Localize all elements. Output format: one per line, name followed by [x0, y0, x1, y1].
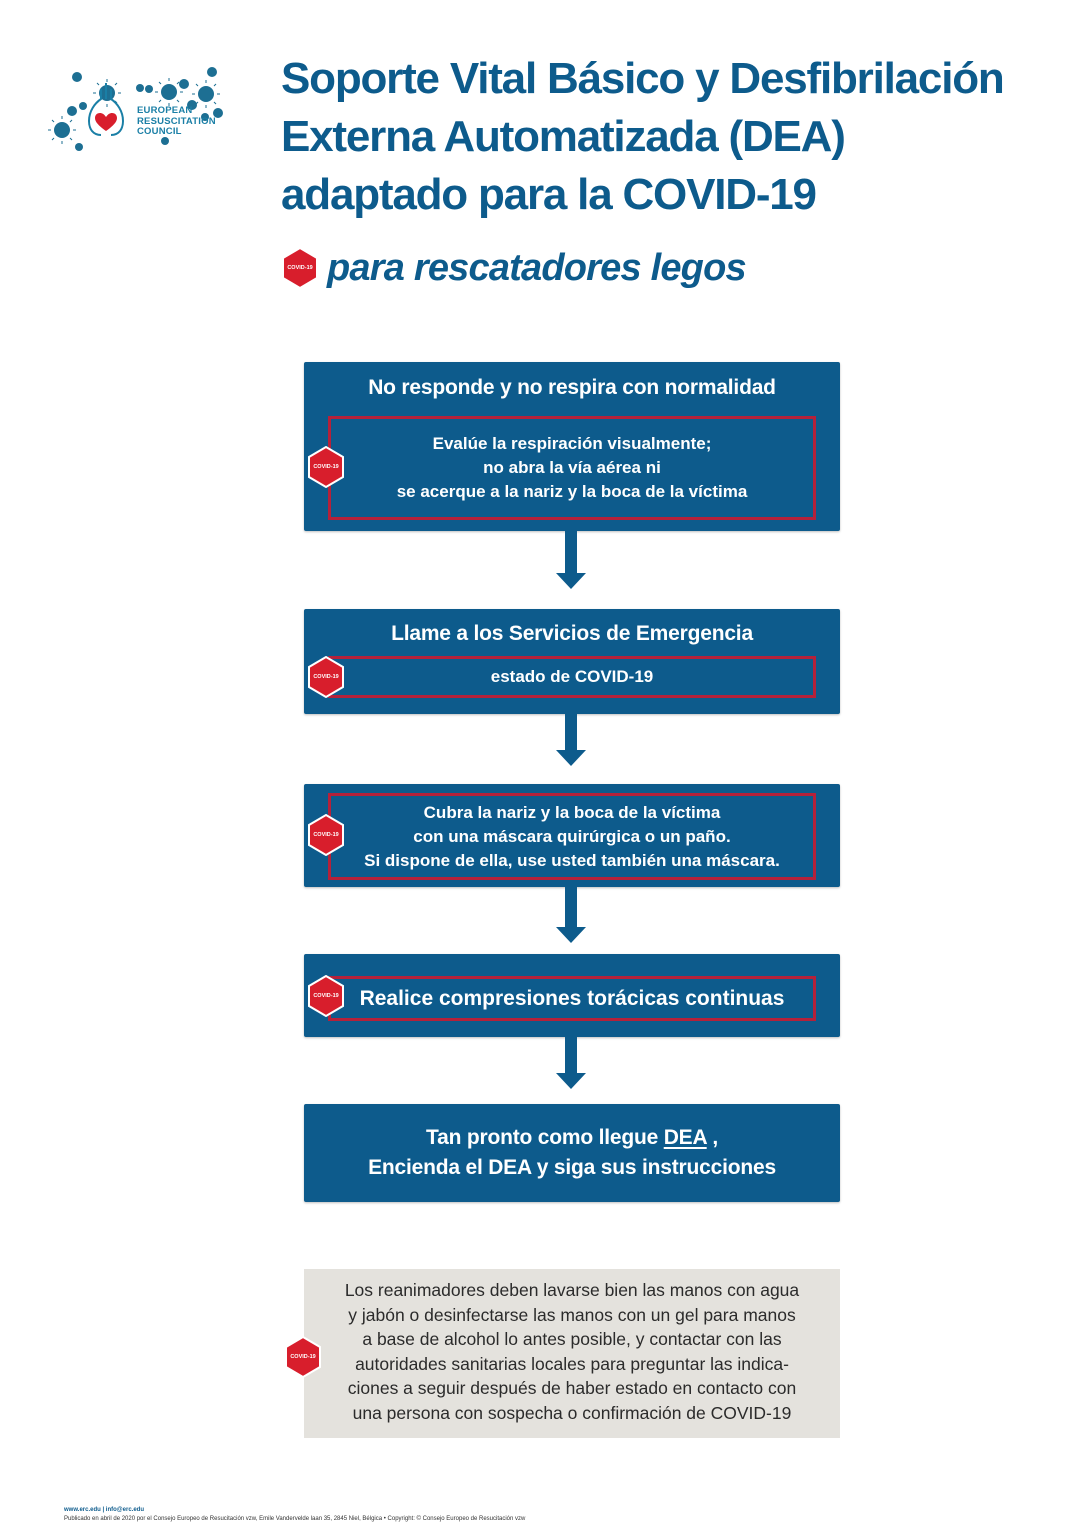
- step-5-suffix: ,: [706, 1126, 718, 1149]
- arrow-down-icon: [556, 1037, 586, 1089]
- step-5-line-1: [368, 1123, 776, 1153]
- title-line-3: adaptado para la COVID-19: [281, 170, 816, 219]
- step-5-box: [304, 1104, 840, 1202]
- step-1-line-3: se acerque a la nariz y la boca de la víctima: [396, 482, 748, 501]
- logo-text: [137, 106, 216, 138]
- arrow-down-icon: [556, 531, 586, 589]
- note-line-6: una persona con sospecha o confirmación de COVID-19: [352, 1402, 792, 1423]
- covid-badge-icon: COVID-19: [307, 814, 345, 856]
- covid-badge-icon: COVID-19: [307, 975, 345, 1017]
- step-5-prefix: Tan pronto como llegue: [426, 1126, 664, 1149]
- step-1-line-2: no abra la vía aérea ni: [483, 458, 661, 477]
- step-3-covid-text: [364, 801, 780, 873]
- step-1-title: No responde y no respira con normalidad: [368, 376, 776, 399]
- note-line-4: autoridades sanitarias locales para preguntar las indica-: [355, 1353, 789, 1374]
- step-2-box: [304, 609, 840, 714]
- footer: [64, 1506, 525, 1524]
- step-4-covid-text: Realice compresiones torácicas continuas: [359, 986, 785, 1010]
- step-3-line-2: con una máscara quirúrgica o un paño.: [413, 826, 731, 846]
- logo-line-1: EUROPEAN: [137, 105, 193, 116]
- arrow-down-icon: [556, 887, 586, 943]
- dea-link[interactable]: DEA: [663, 1126, 707, 1149]
- logo-line-2: RESUSCITATION: [137, 115, 216, 127]
- step-5-line-2: Encienda el DEA y siga sus instrucciones: [368, 1156, 776, 1179]
- step-2-covid-frame: [328, 656, 816, 698]
- step-3-line-3: Si dispone de ella, use usted también una máscara.: [364, 850, 780, 870]
- step-2-covid-text: estado de COVID-19: [490, 667, 654, 686]
- subtitle-text: para rescatadores legos: [327, 246, 746, 289]
- title-line-1: Soporte Vital Básico y Desfibrilación: [281, 54, 1004, 103]
- step-1-line-1: Evalúe la respiración visualmente;: [432, 434, 712, 453]
- arrow-down-icon: [556, 714, 586, 766]
- step-4-box: [304, 954, 840, 1037]
- covid-badge-icon: COVID-19: [307, 446, 345, 488]
- page-title: [281, 50, 1071, 224]
- covid-badge-icon: COVID-19: [281, 247, 319, 289]
- step-5-text: [368, 1123, 776, 1183]
- erc-logo: [45, 55, 235, 160]
- step-1-box: [304, 362, 840, 531]
- step-3-covid-frame: [328, 793, 816, 880]
- logo-line-3: COUNCIL: [137, 126, 182, 137]
- note-line-5: ciones a seguir después de haber estado en contacto con: [347, 1378, 797, 1398]
- footer-links[interactable]: www.erc.edu | info@erc.edu: [64, 1507, 144, 1513]
- step-3-box: [304, 784, 840, 887]
- step-1-covid-text: [397, 432, 748, 504]
- title-line-2: Externa Automatizada (DEA): [281, 112, 845, 161]
- footer-publication: Publicado en abril de 2020 por el Consejo Europeo de Resucitación vzw, Emile Vandervelde laan 35, 2845 Niel, Bélgica • Copyright: © Consejo Europeo de Resucitación vzw: [64, 1516, 526, 1522]
- step-3-line-1: Cubra la nariz y la boca de la víctima: [423, 802, 721, 822]
- note-line-2: y jabón o desinfectarse las manos con un gel para manos: [348, 1304, 796, 1325]
- hygiene-note: [304, 1269, 840, 1438]
- covid-badge-icon: COVID-19: [284, 1336, 322, 1378]
- covid-badge-icon: COVID-19: [307, 656, 345, 698]
- subtitle: [281, 240, 746, 296]
- step-1-covid-frame: [328, 416, 816, 520]
- step-2-title: Llame a los Servicios de Emergencia: [391, 622, 753, 645]
- note-line-1: Los reanimadores deben lavarse bien las manos con agua: [344, 1280, 800, 1300]
- step-4-covid-frame: [328, 976, 816, 1021]
- note-line-3: a base de alcohol lo antes posible, y contactar con las: [362, 1329, 782, 1349]
